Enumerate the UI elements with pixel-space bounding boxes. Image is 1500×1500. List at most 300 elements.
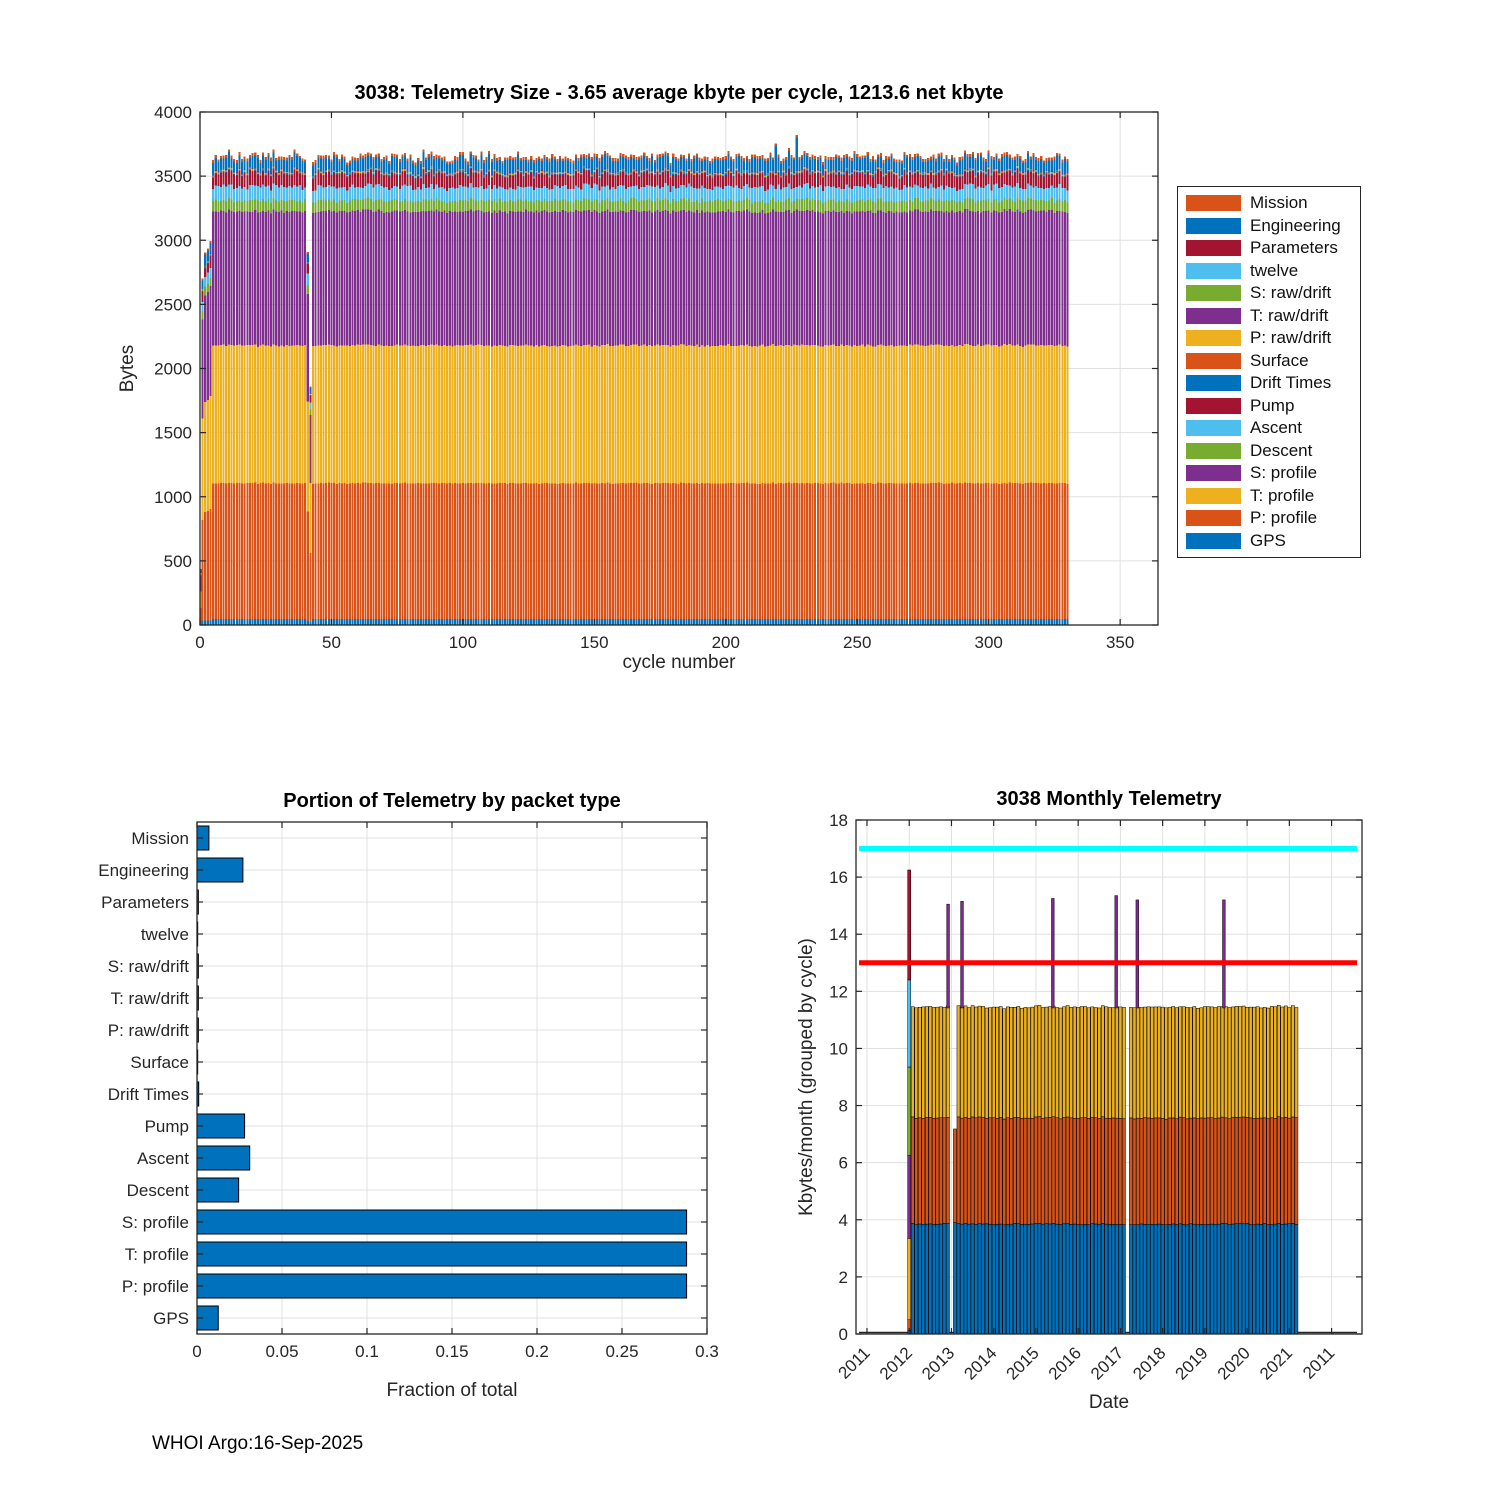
- bar: [756, 156, 758, 159]
- bar: [633, 155, 635, 158]
- bar: [956, 619, 958, 625]
- bar: [1003, 172, 1005, 173]
- bar: [843, 619, 845, 625]
- bar: [301, 161, 303, 172]
- bar: [948, 213, 950, 346]
- bar: [612, 176, 614, 187]
- bar: [336, 154, 338, 157]
- bar: [252, 483, 254, 619]
- bar: [491, 178, 493, 179]
- bar: [315, 346, 317, 484]
- bar: [464, 159, 466, 162]
- bar: [365, 154, 367, 157]
- bar: [614, 176, 616, 189]
- bar: [969, 171, 971, 183]
- bar: [906, 175, 908, 187]
- bar: [801, 172, 803, 173]
- bar: [675, 189, 677, 202]
- bar: [946, 483, 948, 619]
- bar: [890, 153, 892, 156]
- bar: [580, 201, 582, 212]
- bar: [1009, 171, 1011, 172]
- bar: [643, 483, 645, 619]
- bar: [932, 619, 934, 625]
- bar: [249, 170, 251, 185]
- bar: [712, 178, 714, 190]
- bar: [817, 157, 819, 160]
- bar: [998, 347, 1000, 484]
- bar: [733, 177, 735, 188]
- bar: [893, 203, 895, 213]
- bar: [980, 213, 982, 347]
- bar: [948, 187, 950, 201]
- bar: [509, 345, 511, 483]
- bar: [864, 619, 866, 625]
- bar: [646, 185, 648, 200]
- bar: [446, 164, 448, 173]
- bar: [656, 158, 658, 169]
- bar: [370, 156, 372, 167]
- bar: [383, 202, 385, 213]
- bar: [875, 174, 877, 188]
- bar: [401, 483, 403, 619]
- bar: [549, 212, 551, 346]
- bar: [969, 157, 971, 168]
- bar: [972, 199, 974, 211]
- bar: [622, 211, 624, 345]
- bar: [654, 160, 656, 163]
- bar: [283, 201, 285, 213]
- bar: [409, 186, 411, 201]
- bar: [491, 189, 493, 201]
- bar: [588, 619, 590, 625]
- bar: [754, 346, 756, 484]
- bar: [961, 176, 963, 177]
- bar: [664, 483, 666, 619]
- bar: [859, 346, 861, 484]
- bar: [927, 201, 929, 213]
- bar: [890, 212, 892, 346]
- bar: [806, 153, 808, 156]
- bar: [393, 157, 395, 171]
- bar: [501, 176, 503, 177]
- bar: [943, 201, 945, 212]
- bar: [549, 159, 551, 162]
- bar: [338, 211, 340, 345]
- bar: [312, 203, 314, 213]
- bar: [443, 173, 445, 174]
- bar: [612, 161, 614, 172]
- bar: [793, 175, 795, 176]
- bar: [817, 483, 819, 619]
- bar: [572, 176, 574, 189]
- bar: [709, 346, 711, 483]
- bar: [599, 346, 601, 483]
- bar: [741, 201, 743, 212]
- bar: [538, 619, 540, 625]
- bar: [401, 171, 403, 172]
- bar: [672, 174, 674, 175]
- bar: [209, 243, 211, 254]
- bar: [867, 173, 869, 185]
- bar: [428, 187, 430, 200]
- bar: [1003, 197, 1005, 209]
- bar: [664, 154, 666, 168]
- bar: [990, 483, 992, 619]
- bar: [262, 153, 264, 156]
- bar: [407, 175, 409, 186]
- bar: [522, 201, 524, 212]
- bar: [709, 176, 711, 189]
- bar: [654, 163, 656, 173]
- bar: [806, 483, 808, 619]
- bar: [320, 158, 322, 171]
- bar: [296, 187, 298, 202]
- bar: [596, 154, 598, 157]
- bar: [428, 201, 430, 211]
- bar: [964, 619, 966, 625]
- bar: [317, 171, 319, 185]
- bar: [470, 154, 472, 165]
- bar: [930, 198, 932, 210]
- bar: [457, 188, 459, 202]
- bar: [486, 345, 488, 483]
- bar: [259, 483, 261, 619]
- bar: [604, 151, 606, 154]
- bar: [422, 345, 424, 483]
- bar: [241, 176, 243, 177]
- bar: [946, 211, 948, 346]
- bar: [559, 619, 561, 625]
- bar: [530, 172, 532, 173]
- bar: [754, 174, 756, 175]
- bar: [835, 619, 837, 625]
- bar: [869, 210, 871, 345]
- bar: [307, 273, 309, 285]
- bar: [956, 178, 958, 191]
- bar: [333, 152, 335, 155]
- bar: [283, 157, 285, 160]
- bar: [362, 209, 364, 344]
- bar: [877, 199, 879, 211]
- bar: [451, 201, 453, 212]
- bar: [620, 172, 622, 173]
- bar: [441, 158, 443, 161]
- bar: [404, 156, 406, 169]
- bar: [291, 200, 293, 211]
- bar: [507, 157, 509, 160]
- bar: [336, 203, 338, 213]
- bar: [882, 346, 884, 484]
- bar: [743, 619, 745, 625]
- bar: [830, 619, 832, 625]
- bar: [735, 170, 737, 171]
- bar: [486, 201, 488, 212]
- bar: [412, 190, 414, 202]
- bar: [790, 346, 792, 484]
- bar: [833, 160, 835, 170]
- bar: [472, 172, 474, 173]
- bar: [422, 483, 424, 619]
- bar: [977, 619, 979, 625]
- bar: [504, 157, 506, 160]
- bar: [459, 619, 461, 625]
- bar: [996, 153, 998, 156]
- bar: [580, 484, 582, 620]
- bar: [990, 159, 992, 173]
- bar: [488, 185, 490, 199]
- bar: [357, 344, 359, 483]
- bar: [428, 619, 430, 625]
- bar: [993, 211, 995, 345]
- bar: [775, 175, 777, 176]
- bar: [304, 483, 306, 619]
- bar: [840, 189, 842, 201]
- bar: [759, 173, 761, 174]
- bar: [512, 176, 514, 189]
- bar: [961, 157, 963, 160]
- bar: [656, 172, 658, 185]
- bar: [338, 161, 340, 171]
- bar: [904, 483, 906, 619]
- bar: [480, 151, 482, 154]
- bar: [796, 345, 798, 483]
- bar: [638, 483, 640, 619]
- bar: [441, 161, 443, 171]
- bar: [704, 202, 706, 213]
- bar: [509, 483, 511, 619]
- bar: [756, 213, 758, 346]
- bar: [893, 484, 895, 620]
- bar: [367, 172, 369, 173]
- bar: [522, 160, 524, 173]
- bar: [509, 211, 511, 345]
- bar: [601, 174, 603, 175]
- bar: [288, 158, 290, 172]
- bar: [262, 171, 264, 172]
- bar: [259, 212, 261, 346]
- bar: [572, 160, 574, 163]
- bar: [551, 484, 553, 620]
- bar: [706, 177, 708, 178]
- bar: [627, 346, 629, 483]
- bar: [315, 619, 317, 625]
- bar: [262, 171, 264, 184]
- bar: [748, 211, 750, 345]
- bar: [446, 346, 448, 483]
- bar: [685, 188, 687, 201]
- bar: [814, 212, 816, 345]
- bar: [822, 484, 824, 619]
- bar: [580, 176, 582, 190]
- bar: [504, 619, 506, 625]
- bar: [783, 619, 785, 625]
- bar: [215, 185, 217, 199]
- bar: [796, 174, 798, 187]
- bar: [225, 484, 227, 619]
- bar: [819, 158, 821, 170]
- bar: [375, 155, 377, 157]
- bar: [901, 346, 903, 484]
- bar: [378, 619, 380, 625]
- bar: [743, 186, 745, 200]
- bar: [985, 619, 987, 625]
- bar: [383, 176, 385, 188]
- bar: [719, 160, 721, 172]
- bar: [872, 177, 874, 188]
- bar: [270, 203, 272, 214]
- bar: [359, 483, 361, 619]
- bar: [909, 483, 911, 619]
- bar: [780, 483, 782, 619]
- bar: [614, 158, 616, 161]
- bar: [917, 156, 919, 170]
- bar: [641, 172, 643, 173]
- bar: [764, 203, 766, 213]
- bar: [283, 213, 285, 347]
- bar: [301, 190, 303, 203]
- bar: [307, 252, 309, 254]
- bar: [525, 157, 527, 160]
- bar: [772, 185, 774, 197]
- bar: [436, 345, 438, 484]
- bar: [238, 211, 240, 345]
- bar: [738, 211, 740, 346]
- bar: [207, 250, 209, 261]
- bar: [925, 186, 927, 200]
- bar: [998, 484, 1000, 619]
- bar: [735, 171, 737, 185]
- bar: [959, 176, 961, 177]
- bar: [336, 346, 338, 483]
- bar: [596, 157, 598, 167]
- bar: [451, 619, 453, 625]
- bar: [464, 483, 466, 619]
- bar: [693, 213, 695, 347]
- bar: [882, 484, 884, 620]
- bar: [580, 212, 582, 346]
- bar: [230, 170, 232, 171]
- bar: [670, 347, 672, 484]
- bar: [475, 172, 477, 173]
- bar: [625, 175, 627, 176]
- bar: [593, 173, 595, 184]
- bar: [462, 172, 464, 173]
- bar: [267, 198, 269, 210]
- bar: [930, 184, 932, 199]
- bar: [380, 186, 382, 199]
- bar: [304, 211, 306, 345]
- bar: [861, 158, 863, 170]
- bar: [575, 482, 577, 619]
- bar: [591, 212, 593, 346]
- bar: [817, 173, 819, 187]
- bar: [370, 210, 372, 345]
- bar: [380, 346, 382, 484]
- bar: [433, 159, 435, 174]
- bar: [525, 619, 527, 625]
- bar: [856, 200, 858, 211]
- bar: [570, 159, 572, 162]
- bar: [911, 484, 913, 620]
- bar: [730, 619, 732, 625]
- bar: [714, 186, 716, 200]
- bar: [380, 162, 382, 172]
- bar: [775, 189, 777, 202]
- bar: [541, 346, 543, 484]
- bar: [670, 192, 672, 204]
- bar: [472, 200, 474, 212]
- bar: [320, 483, 322, 619]
- bar: [333, 211, 335, 345]
- bar: [265, 175, 267, 176]
- bar: [570, 189, 572, 201]
- bar: [746, 619, 748, 625]
- bar: [727, 154, 729, 168]
- bar: [738, 156, 740, 171]
- bar: [220, 345, 222, 483]
- bar: [365, 173, 367, 174]
- bar: [769, 346, 771, 484]
- bar: [606, 156, 608, 169]
- bar: [596, 200, 598, 212]
- bar: [982, 200, 984, 211]
- bar: [538, 188, 540, 201]
- bar: [330, 175, 332, 186]
- bar: [362, 174, 364, 188]
- bar: [459, 185, 461, 200]
- bar: [230, 211, 232, 345]
- bar: [996, 199, 998, 211]
- bar: [488, 345, 490, 482]
- bar: [727, 199, 729, 209]
- bar: [680, 171, 682, 172]
- bar: [401, 155, 403, 158]
- bar: [514, 175, 516, 190]
- bar: [551, 619, 553, 625]
- bar: [780, 178, 782, 190]
- bar: [838, 172, 840, 173]
- bar: [436, 619, 438, 625]
- bar: [730, 173, 732, 186]
- bar: [365, 198, 367, 209]
- bar: [888, 172, 890, 173]
- bar: [688, 198, 690, 210]
- bar: [840, 483, 842, 620]
- bar: [359, 153, 361, 156]
- bar: [296, 212, 298, 345]
- bar: [698, 484, 700, 619]
- bar: [478, 174, 480, 188]
- bar: [457, 174, 459, 188]
- bar: [741, 345, 743, 483]
- bar: [328, 155, 330, 158]
- bar: [751, 174, 753, 175]
- bar: [433, 345, 435, 483]
- bar: [315, 175, 317, 176]
- bar: [822, 203, 824, 213]
- bar: [1014, 172, 1016, 186]
- bar: [751, 484, 753, 620]
- bar: [806, 198, 808, 210]
- bar: [946, 200, 948, 211]
- bar: [754, 212, 756, 346]
- bar: [843, 155, 845, 158]
- bar: [840, 345, 842, 483]
- bar: [993, 199, 995, 210]
- bar: [990, 202, 992, 212]
- bar: [827, 211, 829, 346]
